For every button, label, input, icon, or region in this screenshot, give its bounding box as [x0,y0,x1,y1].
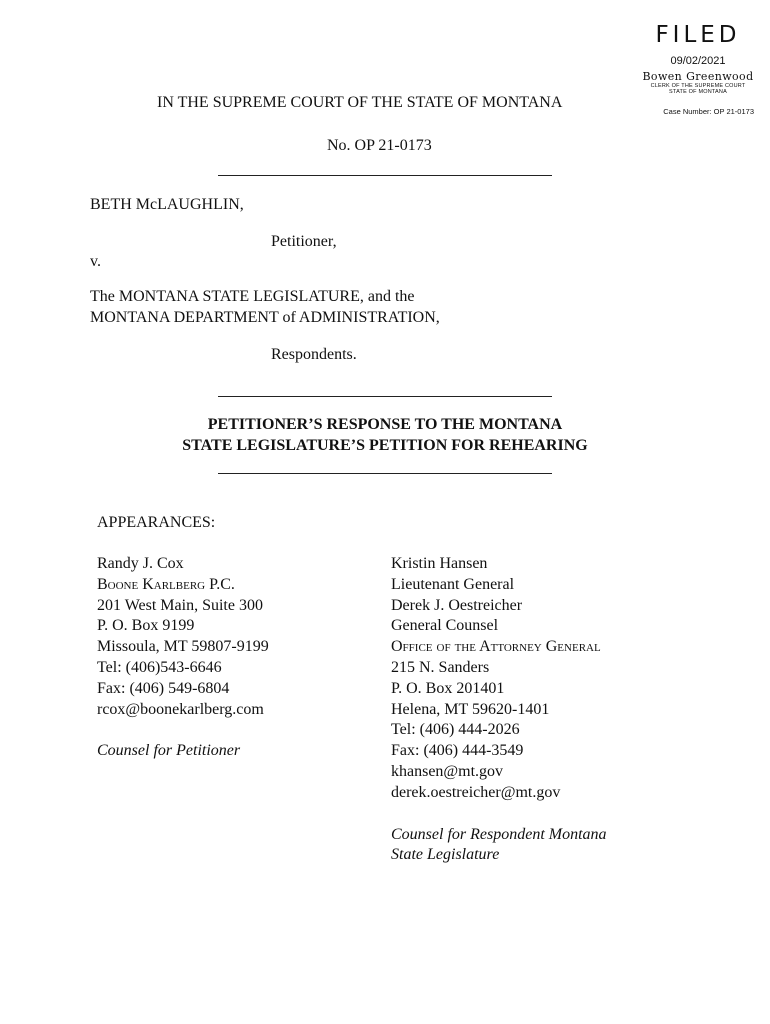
counsel-role-line2: State Legislature [391,846,500,864]
city-line: Missoula, MT 59807-9199 [97,638,269,656]
email: khansen@mt.gov [391,762,504,780]
respondent-role: Respondents. [271,346,357,363]
case-number: No. OP 21-0173 [327,137,432,154]
petitioner-role: Petitioner, [271,233,337,250]
counsel-name: Randy J. Cox [97,555,184,572]
address-line: 201 West Main, Suite 300 [97,596,263,614]
court-heading: IN THE SUPREME COURT OF THE STATE OF MONTANA [157,94,563,111]
petitioner-name: BETH McLAUGHLIN, [90,196,244,213]
filed-date: 09/02/2021 [670,55,726,67]
counsel-name: Kristin Hansen [391,555,488,572]
appearances-heading: APPEARANCES: [97,514,216,531]
counsel-role-line1: Counsel for Respondent Montana [391,825,607,843]
phone: Tel: (406)543-6646 [97,658,222,676]
office-name: Office of the Attorney General [391,638,601,656]
counsel-title: Lieutenant General [391,575,515,593]
title-line2: STATE LEGISLATURE’S PETITION FOR REHEARING [182,437,588,454]
counsel-role: Counsel for Petitioner [97,742,241,760]
document-title [100,414,670,456]
email: derek.oestreicher@mt.gov [391,783,561,801]
phone: Tel: (406) 444-2026 [391,721,520,739]
city-line: Helena, MT 59620-1401 [391,700,550,718]
counsel-name: Derek J. Oestreicher [391,596,523,614]
fax: Fax: (406) 444-3549 [391,742,524,760]
respondent-counsel-block [391,554,607,866]
firm-name: Boone Karlberg P.C. [97,575,235,593]
divider-line [218,175,552,176]
stamp-case-number: Case Number: OP 21-0173 [663,107,754,116]
petitioner-counsel-block [97,554,269,762]
address-line: 215 N. Sanders [391,658,490,676]
filing-stamp [636,22,760,116]
respondent-line2: MONTANA DEPARTMENT of ADMINISTRATION, [90,309,440,326]
clerk-signature: Bowen Greenwood [642,70,754,83]
address-line: P. O. Box 9199 [97,617,195,635]
fax: Fax: (406) 549-6804 [97,679,230,697]
title-line1: PETITIONER’S RESPONSE TO THE MONTANA [207,416,563,433]
address-line: P. O. Box 201401 [391,679,505,697]
clerk-title-line1: CLERK OF THE SUPREME COURT [650,83,746,89]
divider-line [218,396,552,397]
clerk-title-line2: STATE OF MONTANA [669,89,727,95]
filed-label: FILED [655,22,741,48]
email: rcox@boonekarlberg.com [97,700,264,718]
versus: v. [90,253,101,270]
respondent-line1: The MONTANA STATE LEGISLATURE, and the [90,288,415,305]
divider-line [218,473,552,474]
counsel-title: General Counsel [391,617,499,635]
